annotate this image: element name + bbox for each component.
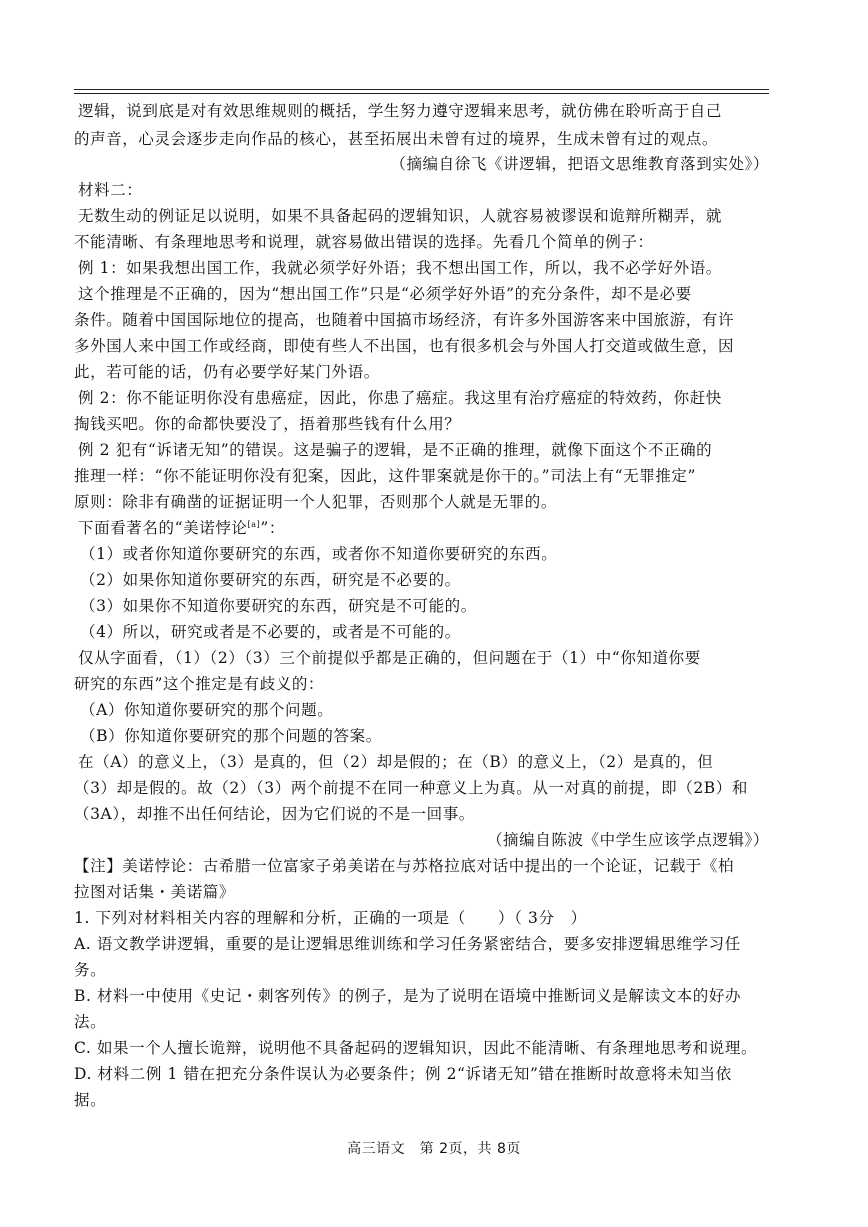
- paragraph-line: 原则：除非有确凿的证据证明一个人犯罪，否则那个人就是无罪的。: [74, 493, 558, 511]
- paragraph-line: 在（A）的意义上，（3）是真的，但（2）却是假的；在（B）的意义上，（2）是真的，但: [78, 753, 714, 771]
- source-citation: （摘编自徐飞《讲逻辑，把语文思维教育落到实处》）: [390, 155, 769, 173]
- source-citation: （摘编自陈波《中学生应该学点逻辑》）: [486, 831, 769, 849]
- list-item: （1）或者你知道你要研究的东西，或者你不知道你要研究的东西。: [80, 545, 558, 563]
- footnote-marker: [a]: [247, 519, 261, 529]
- paragraph-line: 此，若可能的话，仍有必要学好某门外语。: [74, 363, 380, 381]
- paragraph-line: 逻辑，说到底是对有效思维规则的概括，学生努力遵守逻辑来思考，就仿佛在聆听高于自己: [78, 102, 723, 120]
- meno-intro-tail: ”：: [260, 519, 285, 537]
- paragraph-line: 的声音，心灵会逐步走向作品的核心，甚至拓展出未曾有过的境界，生成未曾有过的观点。: [74, 130, 719, 148]
- meno-intro-text: 下面看著名的“美诺悖论: [78, 519, 248, 537]
- option-b: B. 材料一中使用《史记・刺客列传》的例子，是为了说明在语境中推断词义是解读文本的好办: [74, 987, 742, 1005]
- list-item: （B）你知道你要研究的那个问题的答案。: [80, 727, 382, 745]
- section-heading: 材料二：: [78, 181, 143, 199]
- footnote-line: 【注】美诺悖论：古希腊一位富家子弟美诺在与苏格拉底对话中提出的一个论证，记载于《柏: [74, 857, 735, 875]
- option-d: 据。: [74, 1091, 107, 1109]
- paragraph-line: 推理一样：“你不能证明你没有犯案，因此，这件罪案就是你干的。”司法上有“无罪推定”: [74, 467, 697, 485]
- option-a: A. 语文教学讲逻辑，重要的是让逻辑思维训练和学习任务紧密结合，要多安排逻辑思维学习任: [74, 935, 741, 953]
- paragraph-line: [74, 518, 773, 538]
- paragraph-line: （3）却是假的。故（2）（3）两个前提不在同一种意义上为真。从一对真的前提，即（2B）和: [74, 779, 748, 797]
- paragraph-line: 多外国人来中国工作或经商，即使有些人不出国，也有很多机会与外国人打交道或做生意，因: [74, 337, 735, 355]
- paragraph-line: 例 1：如果我想出国工作，我就必须学好外语；我不想出国工作，所以，我不必学好外语。: [78, 259, 722, 277]
- header-rule-top: [74, 89, 769, 90]
- paragraph-line: 研究的东西”这个推定是有歧义的：: [74, 675, 325, 693]
- list-item: （A）你知道你要研究的那个问题。: [80, 701, 334, 719]
- paragraph-line: （3A），却推不出任何结论，因为它们说的不是一回事。: [74, 805, 475, 823]
- paragraph-line: 这个推理是不正确的，因为“想出国工作”只是“必须学好外语”的充分条件，却不是必要: [78, 285, 692, 303]
- footnote-line: 拉图对话集・美诺篇》: [74, 883, 236, 901]
- list-item: （2）如果你知道你要研究的东西，研究是不必要的。: [80, 571, 461, 589]
- paragraph-line: 条件。随着中国国际地位的提高，也随着中国搞市场经济，有许多外国游客来中国旅游，有许: [74, 311, 735, 329]
- option-b: 法。: [74, 1013, 107, 1031]
- paragraph-line: 例 2：你不能证明你没有患癌症，因此，你患了癌症。我这里有治疗癌症的特效药，你赶快: [78, 389, 722, 407]
- option-c: C. 如果一个人擅长诡辩，说明他不具备起码的逻辑知识，因此不能清晰、有条理地思考和说理。: [74, 1039, 758, 1057]
- option-a: 务。: [74, 961, 107, 979]
- paragraph-line: 掏钱买吧。你的命都快要没了，捂着那些钱有什么用？: [74, 415, 461, 433]
- paragraph-line: 不能清晰、有条理地思考和说理，就容易做出错误的选择。先看几个简单的例子：: [74, 233, 654, 251]
- question-stem: 1. 下列对材料相关内容的理解和分析，正确的一项是（ ）（ 3分 ）: [74, 909, 587, 927]
- paragraph-line: 例 2 犯有“诉诸无知”的错误。这是骗子的逻辑，是不正确的推理，就像下面这个不正确的: [78, 441, 713, 459]
- list-item: （3）如果你不知道你要研究的东西，研究是不可能的。: [80, 597, 477, 615]
- header-rule-bottom: [74, 93, 769, 94]
- paragraph-line: 无数生动的例证足以说明，如果不具备起码的逻辑知识，人就容易被谬误和诡辩所糊弄，就: [78, 207, 723, 225]
- list-item: （4）所以，研究或者是不必要的，或者是不可能的。: [80, 623, 461, 641]
- page-footer: 高三语文 第 2页，共 8页: [347, 1141, 521, 1157]
- paragraph-line: 仅从字面看，（1）（2）（3）三个前提似乎都是正确的，但问题在于（1）中“你知道你要: [78, 649, 701, 667]
- option-d: D. 材料二例 1 错在把充分条件误认为必要条件；例 2“诉诸无知”错在推断时故意将未知当依: [74, 1065, 732, 1083]
